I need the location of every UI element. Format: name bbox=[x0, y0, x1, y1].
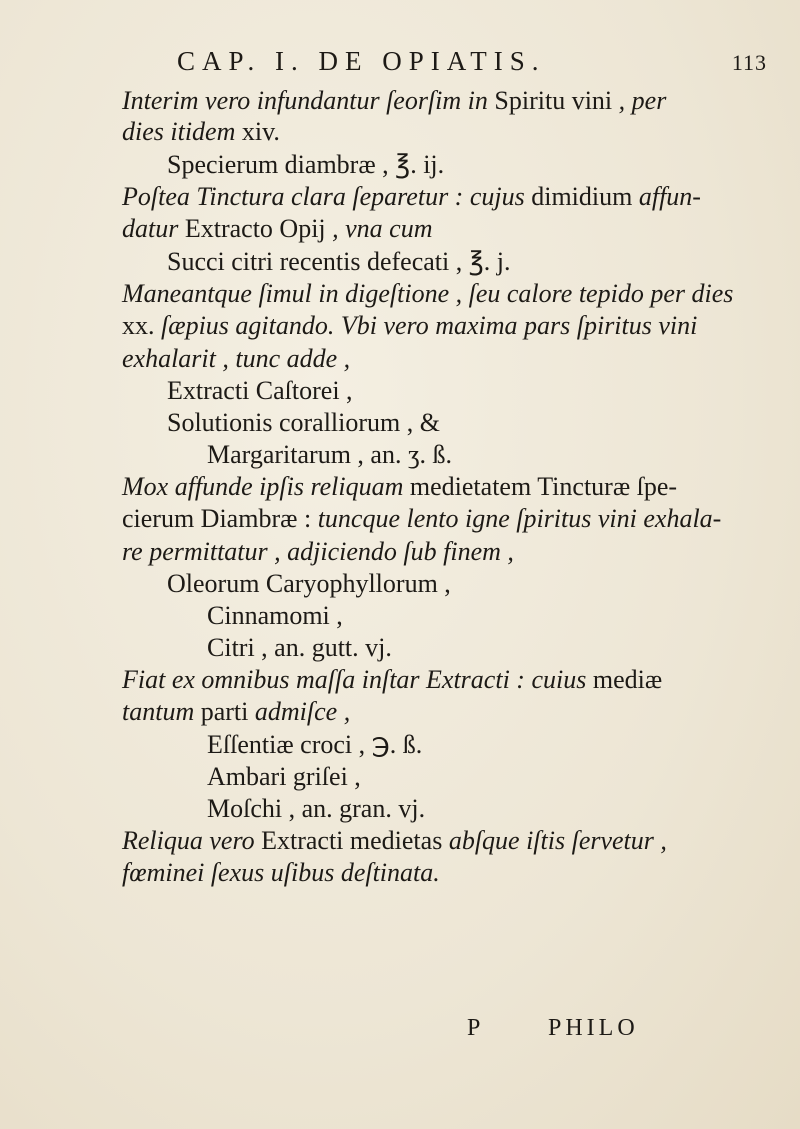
italic-segment: fœminei ſexus uſibus deſtinata. bbox=[122, 858, 440, 887]
text-line bbox=[122, 85, 666, 117]
roman-segment: cierum Diambræ : bbox=[122, 504, 318, 533]
text-line bbox=[122, 213, 433, 245]
italic-segment: Reliqua vero bbox=[122, 826, 262, 855]
text-line bbox=[122, 278, 733, 310]
italic-segment: tuncque lento igne ſpiritus vini exhala- bbox=[317, 504, 722, 533]
italic-segment: Poſtea Tinctura clara ſeparetur : cujus bbox=[122, 182, 532, 211]
italic-segment: datur bbox=[122, 214, 185, 243]
italic-segment: re permittatur , adjiciendo ſub finem , bbox=[122, 537, 514, 566]
text-line bbox=[122, 857, 440, 889]
roman-segment: Spiritu vini bbox=[494, 86, 619, 115]
italic-segment: tantum bbox=[122, 697, 201, 726]
italic-segment: Interim vero infundantur ſeorſim in bbox=[122, 86, 495, 115]
text-line bbox=[207, 729, 422, 761]
text-line bbox=[207, 439, 452, 471]
text-line bbox=[122, 343, 350, 375]
roman-segment: xiv. bbox=[241, 117, 280, 146]
text-line bbox=[122, 503, 721, 535]
italic-segment: exhalarit , tunc adde , bbox=[122, 344, 351, 373]
roman-segment: Specierum diambræ , ℥. ij. bbox=[167, 150, 445, 179]
roman-segment: xx. bbox=[122, 311, 161, 340]
roman-segment: Margaritarum , an. ʒ. ß. bbox=[207, 440, 452, 469]
text-line bbox=[207, 600, 343, 632]
roman-segment: mediæ bbox=[592, 665, 663, 694]
roman-segment: Cinnamomi , bbox=[207, 601, 343, 630]
roman-segment: Moſchi , an. gran. vj. bbox=[207, 794, 426, 823]
italic-segment: Mox affunde ipſis reliquam bbox=[122, 472, 410, 501]
text-line bbox=[207, 793, 425, 825]
roman-segment: medietatem Tincturæ ſpe- bbox=[409, 472, 678, 501]
roman-segment: Extracti Caſtorei , bbox=[167, 376, 353, 405]
roman-segment: Citri , an. gutt. vj. bbox=[207, 633, 392, 662]
italic-segment: abſque iſtis ſervetur , bbox=[448, 826, 667, 855]
text-line bbox=[122, 310, 697, 342]
text-line bbox=[122, 664, 662, 696]
italic-segment: admiſce , bbox=[254, 697, 351, 726]
roman-segment: Extracti medietas bbox=[261, 826, 449, 855]
italic-segment: dies itidem bbox=[122, 117, 242, 146]
roman-segment: Solutionis coralliorum , & bbox=[167, 408, 440, 437]
running-head: CAP. I. DE OPIATIS. bbox=[177, 46, 546, 76]
roman-segment: Succi citri recentis defecati , ℥. j. bbox=[167, 247, 511, 276]
signature-mark: P bbox=[467, 1015, 485, 1041]
text-line bbox=[122, 116, 280, 148]
roman-segment: parti bbox=[200, 697, 255, 726]
roman-segment: Oleorum Caryophyllorum , bbox=[167, 569, 451, 598]
text-line bbox=[167, 149, 444, 181]
italic-segment: Maneantque ſimul in digeſtione , ſeu calore tepido per dies bbox=[122, 279, 734, 308]
italic-segment: Fiat ex omnibus maſſa inſtar Extracti : cuius bbox=[122, 665, 593, 694]
roman-segment: Eſſentiæ croci , ℈. ß. bbox=[207, 730, 423, 759]
text-line bbox=[122, 471, 677, 503]
roman-segment: Extracto Opij bbox=[184, 214, 333, 243]
italic-segment: , vna cum bbox=[332, 214, 433, 243]
text-line bbox=[122, 696, 350, 728]
text-line bbox=[122, 825, 667, 857]
roman-segment: Ambari griſei , bbox=[207, 762, 361, 791]
italic-segment: , per bbox=[618, 86, 667, 115]
italic-segment: affun- bbox=[638, 182, 701, 211]
text-line bbox=[207, 761, 361, 793]
text-line bbox=[122, 536, 514, 568]
page-number: 113 bbox=[731, 50, 767, 75]
italic-segment: ſæpius agitando. Vbi vero maxima pars ſpiritus vini bbox=[161, 311, 698, 340]
catchword: PHILO bbox=[548, 1015, 639, 1041]
text-line bbox=[167, 568, 451, 600]
text-line bbox=[207, 632, 392, 664]
text-line bbox=[167, 246, 510, 278]
text-line bbox=[167, 407, 440, 439]
text-line bbox=[122, 181, 701, 213]
text-line bbox=[167, 375, 353, 407]
roman-segment: dimidium bbox=[531, 182, 639, 211]
